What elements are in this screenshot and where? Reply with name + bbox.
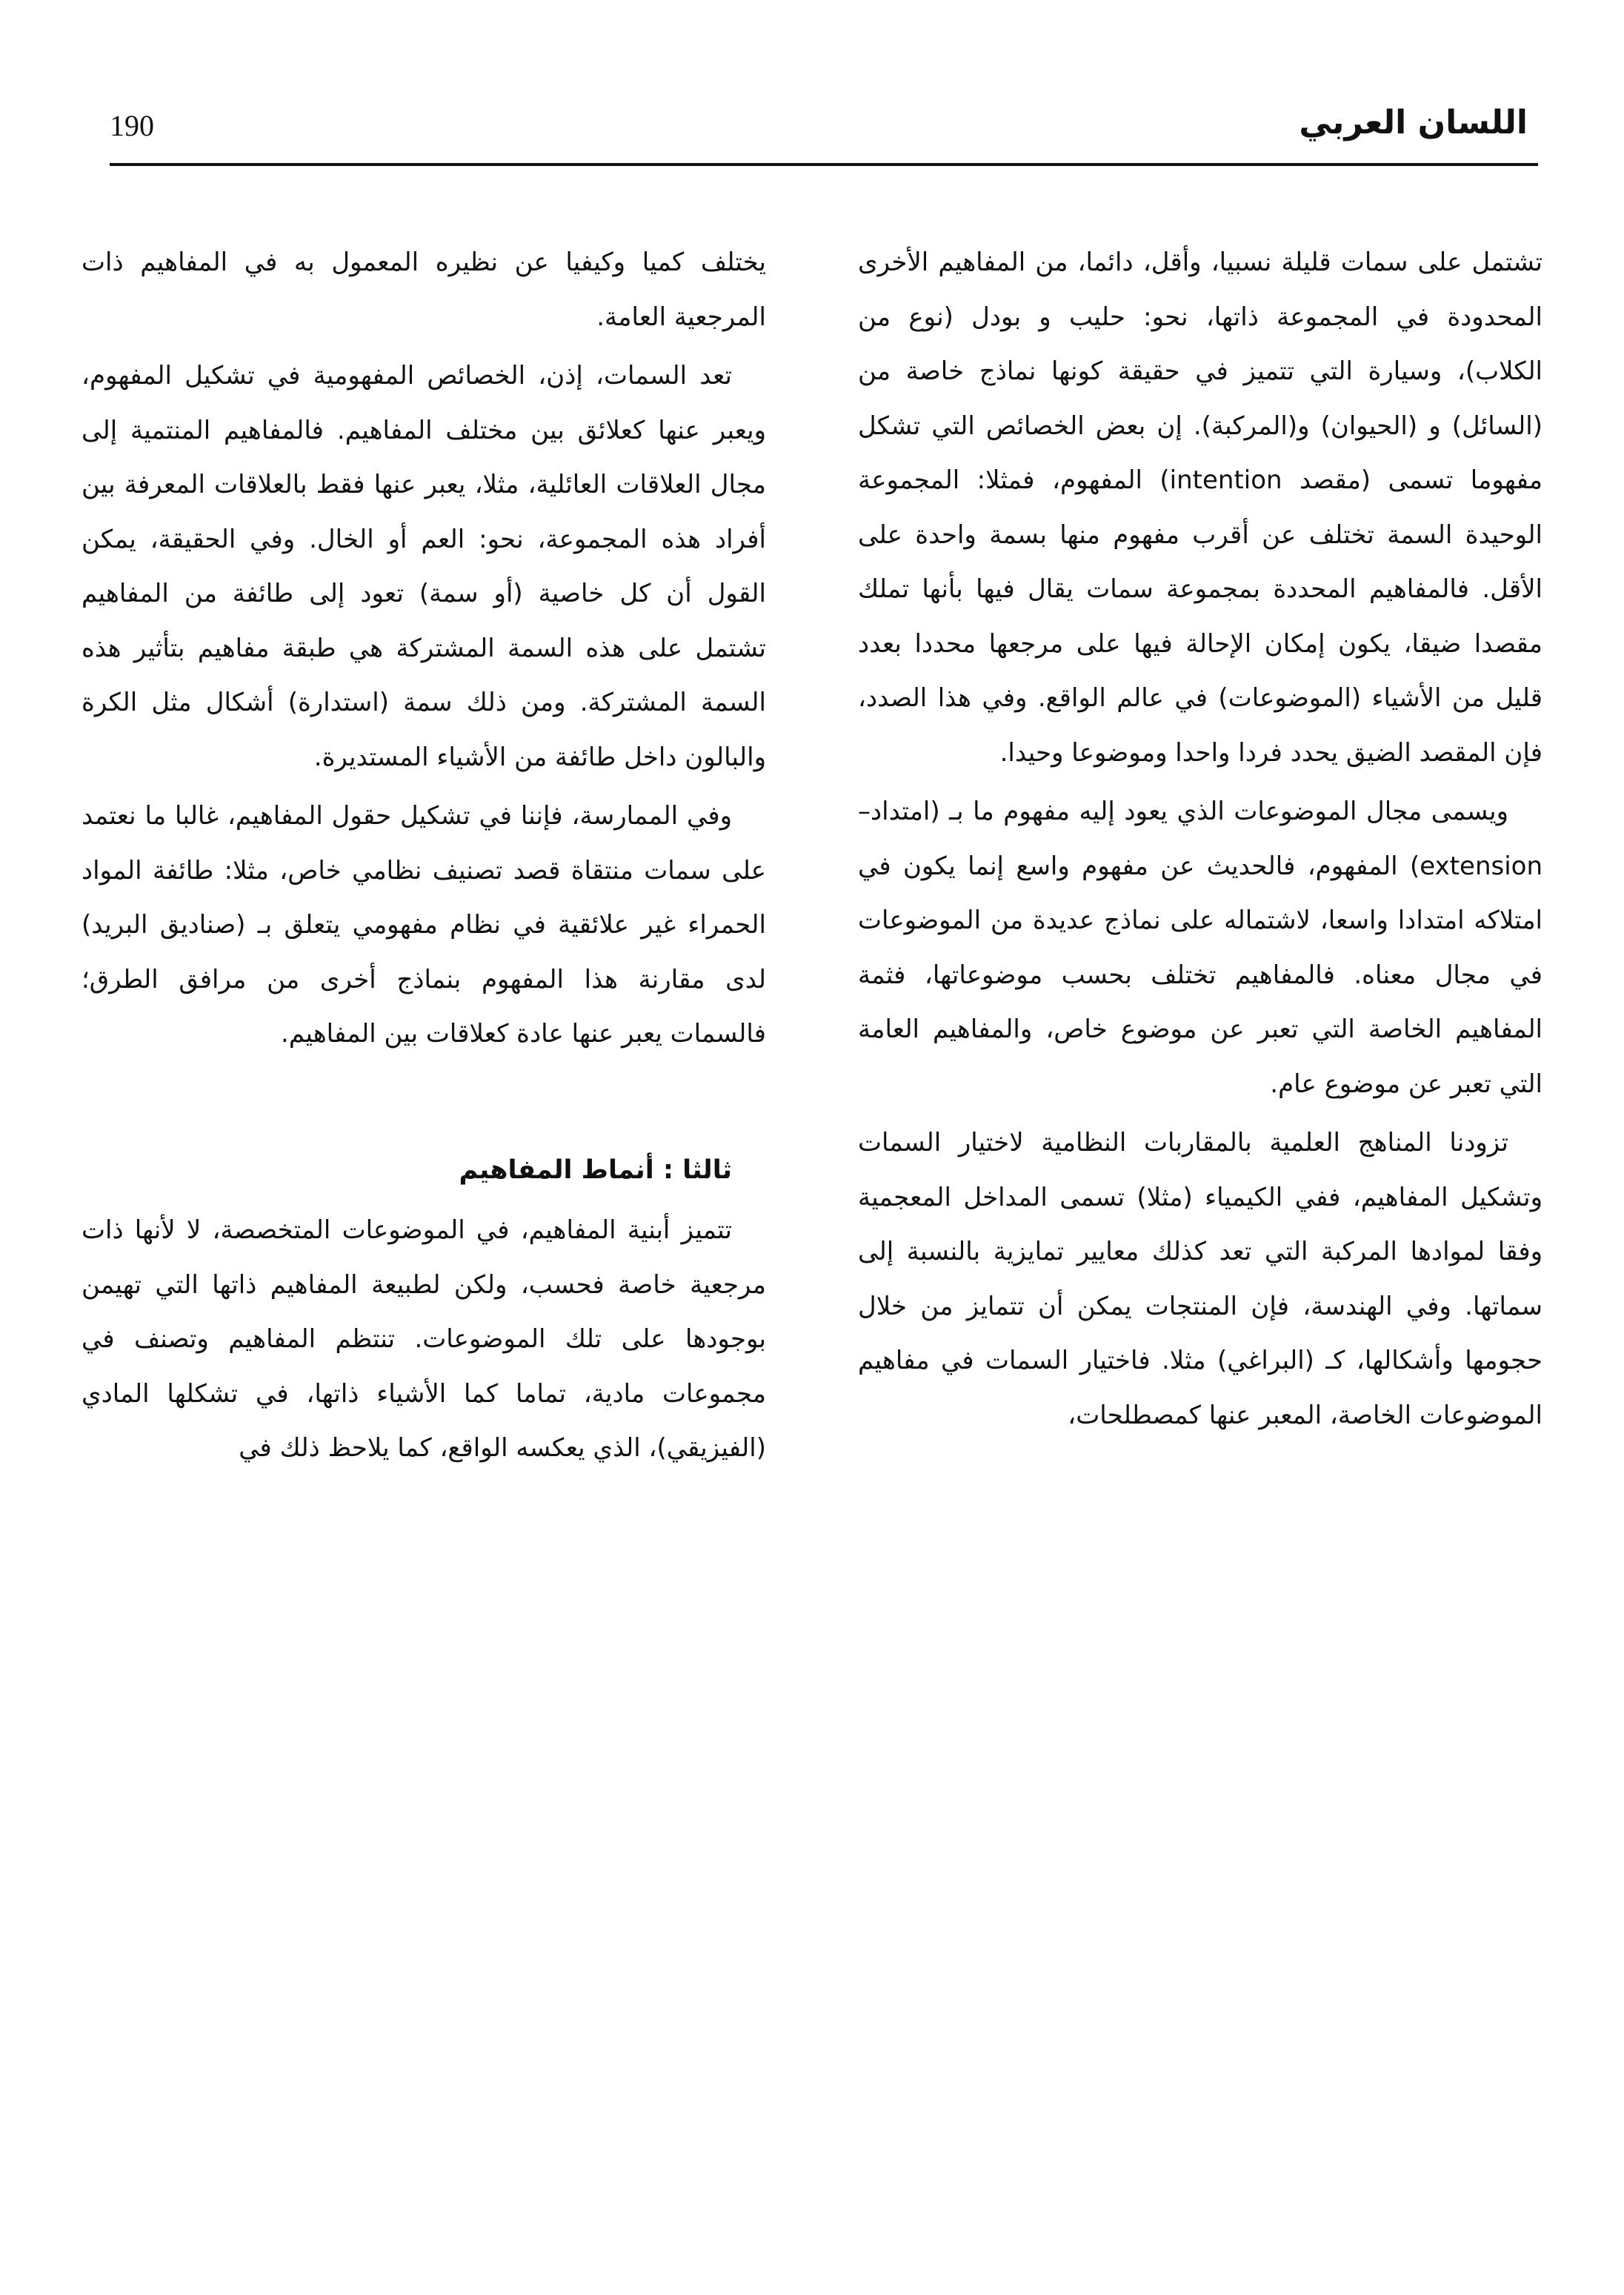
paragraph-right-2: ويسمى مجال الموضوعات الذي يعود إليه مفهوم ما بـ (امتداد–extension) المفهوم، فالحديث عن مفهوم واسع إنما يكون في امتلاكه امتدادا واسعا، لاشتماله على نماذج عديدة من الموضوعات في مجال معناه. فالمفاهيم تختلف بحسب موضوعاتها، فثمة المفاهيم الخاصة التي تعبر عن موضوع خاص، والمفاهيم العامة التي تعبر عن موضوع عام. [858, 797, 1543, 1099]
paragraph-right-1: تشتمل على سمات قليلة نسبيا، وأقل، دائما، من المفاهيم الأخرى المحدودة في المجموعة ذاتها، نحو: حليب و بودل (نوع من الكلاب)، وسيارة التي تتميز في حقيقة كونها نماذج خاصة من (السائل) و (الحيوان) و(المركبة). إن بعض الخصائص التي تشكل مفهوما تسمى (مقصد intention) المفهوم، فمثلا: المجموعة الوحيدة السمة تختلف عن أقرب مفهوم منها بسمة واحدة على الأقل. فالمفاهيم المحددة بمجموعة سمات يقال فيها بأنها تملك مقصدا ضيقا، يكون إمكان الإحالة فيها على مرجعها محددا بعدد قليل من الأشياء (الموضوعات) في عالم الواقع. وفي هذا الصدد، فإن المقصد الضيق يحدد فردا واحدا وموضوعا وحيدا. [858, 248, 1543, 768]
paragraph-left-4: تتميز أبنية المفاهيم، في الموضوعات المتخصصة، لا لأنها ذات مرجعية خاصة فحسب، ولكن لطبيعة المفاهيم ذاتها التي تهيمن بوجودها على تلك الموضوعات. تنتظم المفاهيم وتصنف في مجموعات مادية، تماما كما الأشياء ذاتها، في تشكلها المادي (الفيزيقي)، الذي يعكسه الواقع، كما يلاحظ ذلك في [81, 1215, 766, 1463]
paragraph-left-1: يختلف كميا وكيفيا عن نظيره المعمول به في المفاهيم ذات المرجعية العامة. [81, 248, 766, 332]
left-column [81, 236, 766, 1476]
section-heading: ثالثا : أنماط المفاهيم [459, 1155, 732, 1185]
journal-logo: اللسان العربي [1299, 104, 1528, 142]
page-number: 190 [110, 109, 154, 142]
paragraph-right-3: تزودنا المناهج العلمية بالمقاربات النظامية لاختيار السمات وتشكيل المفاهيم، ففي الكيمياء (مثلا) تسمى المداخل المعجمية وفقا لموادها المركبة التي تعد كذلك معايير تمايزية بالنسبة إلى سماتها. وفي الهندسة، فإن المنتجات يمكن أن تتمايز من خلال حجومها وأشكالها، كـ (البراغي) مثلا. فاختيار السمات في مفاهيم الموضوعات الخاصة، المعبر عنها كمصطلحات، [858, 1128, 1543, 1430]
right-column [858, 236, 1543, 1443]
paragraph-left-3: وفي الممارسة، فإننا في تشكيل حقول المفاهيم، غالبا ما نعتمد على سمات منتقاة قصد تصنيف نظامي خاص، مثلا: طائفة المواد الحمراء غير علائقية في نظام مفهومي يتعلق بـ (صناديق البريد) لدى مقارنة هذا المفهوم بنماذج أخرى من مرافق الطرق؛ فالسمات يعبر عنها عادة كعلاقات بين المفاهيم. [81, 801, 766, 1049]
header-rule [110, 163, 1538, 166]
paragraph-left-2: تعد السمات، إذن، الخصائص المفهومية في تشكيل المفهوم، ويعبر عنها كعلائق بين مختلف المفاهيم. فالمفاهيم المنتمية إلى مجال العلاقات العائلية، مثلا، يعبر عنها فقط بالعلاقات المعرفة بين أفراد هذه المجموعة، نحو: العم أو الخال. وفي الحقيقة، يمكن القول أن كل خاصية (أو سمة) تعود إلى طائفة من المفاهيم تشتمل على هذه السمة المشتركة هي طبقة مفاهيم بتأثير هذه السمة المشتركة. ومن ذلك سمة (استدارة) أشكال مثل الكرة والبالون داخل طائفة من الأشياء المستديرة. [81, 361, 766, 772]
